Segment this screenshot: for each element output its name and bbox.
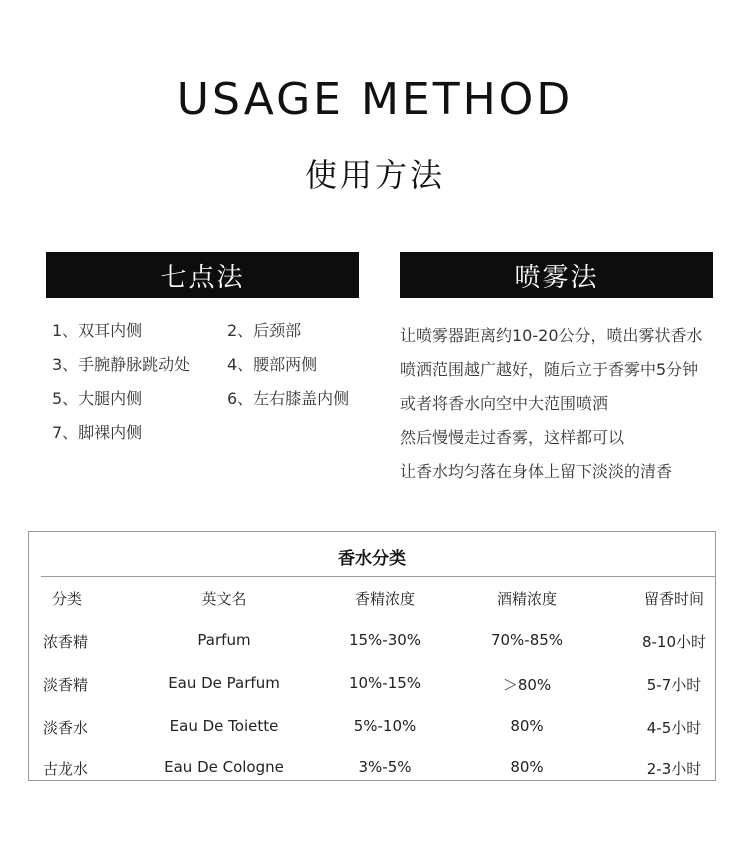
table-cell: 5%-10% <box>353 717 417 735</box>
point-item: 2、后颈部 <box>227 321 302 340</box>
spray-line: 喷洒范围越广越好，随后立于香雾中5分钟 <box>400 360 699 379</box>
point-item: 5、大腿内侧 <box>52 389 143 408</box>
point-item: 1、双耳内侧 <box>52 321 143 340</box>
spray-method-title: 喷雾法 <box>514 262 599 293</box>
table-cell: 2-3小时 <box>646 760 702 778</box>
point-item: 7、脚裸内侧 <box>52 423 143 442</box>
seven-points-header <box>46 252 359 298</box>
spray-line: 然后慢慢走过香雾，这样都可以 <box>400 428 625 447</box>
point-item: 3、手腕静脉跳动处 <box>52 355 191 374</box>
table-cell: Eau De Cologne <box>164 758 284 776</box>
table-cell: 浓香精 <box>43 633 89 651</box>
spray-line: 让香水均匀落在身体上留下淡淡的清香 <box>400 462 673 481</box>
table-header-cell: 酒精浓度 <box>496 590 558 608</box>
table-cell: 70%-85% <box>490 631 564 649</box>
table-cell: Eau De Parfum <box>168 674 280 692</box>
table-divider <box>41 576 715 577</box>
page-title-chinese: 使用方法 <box>304 156 445 194</box>
table-cell: 8-10小时 <box>641 633 707 651</box>
seven-points-title: 七点法 <box>160 262 245 293</box>
table-cell: 10%-15% <box>348 674 422 692</box>
table-header-cell: 留香时间 <box>643 590 705 608</box>
perfume-classification-table <box>28 531 716 781</box>
table-cell: ＞80% <box>502 676 552 694</box>
table-header-cell: 分类 <box>51 590 83 608</box>
spray-method-text <box>400 322 740 492</box>
table-cell: 淡香水 <box>43 719 89 737</box>
point-item: 4、腰部两侧 <box>227 355 318 374</box>
table-cell: 古龙水 <box>43 760 89 778</box>
table-cell: 15%-30% <box>348 631 422 649</box>
page-title-english: USAGE METHOD <box>176 74 574 125</box>
point-item: 6、左右膝盖内侧 <box>227 389 350 408</box>
spray-line: 让喷雾器距离约10-20公分，喷出雾状香水 <box>400 326 703 345</box>
spray-method-header <box>400 252 713 298</box>
table-title: 香水分类 <box>338 549 406 569</box>
table-cell: 5-7小时 <box>646 676 702 694</box>
table-cell: Parfum <box>197 631 251 649</box>
spray-line: 或者将香水向空中大范围喷洒 <box>400 394 609 413</box>
table-cell: 淡香精 <box>43 676 89 694</box>
table-cell: 80% <box>510 717 544 735</box>
table-header-cell: 英文名 <box>201 590 247 608</box>
table-cell: 3%-5% <box>358 758 412 776</box>
table-cell: 80% <box>510 758 544 776</box>
table-header-cell: 香精浓度 <box>354 590 416 608</box>
table-cell: Eau De Toiette <box>169 717 279 735</box>
table-cell: 4-5小时 <box>646 719 702 737</box>
